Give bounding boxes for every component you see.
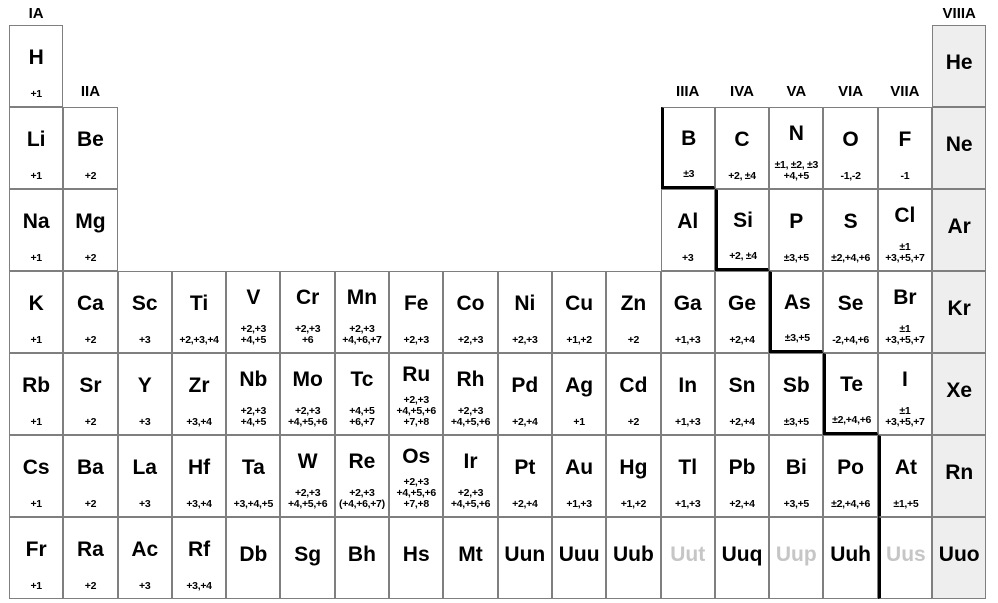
- element-cell-mn: [335, 271, 389, 353]
- oxidation-states: ±1 +3,+5,+7: [885, 323, 925, 346]
- element-cell-rn: [932, 435, 986, 517]
- element-symbol: Sn: [728, 373, 756, 397]
- element-symbol: Sc: [131, 291, 158, 315]
- element-symbol: Si: [733, 208, 753, 232]
- element-symbol: Uuo: [938, 543, 980, 566]
- element-cell-b: [661, 107, 715, 189]
- element-symbol: Xe: [946, 379, 973, 402]
- element-cell-mo: [280, 353, 334, 435]
- element-cell-br: [878, 271, 932, 353]
- oxidation-states: -1: [900, 170, 910, 182]
- group-label-viia: VIIA: [890, 83, 920, 100]
- element-symbol: Li: [26, 127, 46, 151]
- oxidation-states: ±3,+5: [784, 332, 810, 344]
- element-cell-pt: [498, 435, 552, 517]
- element-symbol: Br: [893, 286, 917, 309]
- oxidation-states: [607, 592, 659, 598]
- element-symbol: Rn: [945, 461, 974, 484]
- periodic-table: [9, 1, 998, 599]
- oxidation-states: +2: [84, 416, 97, 428]
- oxidation-states: +2,+4: [729, 498, 755, 510]
- element-cell-hs: [389, 517, 443, 599]
- oxidation-states: [227, 592, 279, 598]
- element-symbol: Cd: [619, 373, 648, 397]
- element-cell-h: [9, 25, 63, 107]
- element-cell-cu: [552, 271, 606, 353]
- group-label-va: VA: [786, 83, 807, 100]
- oxidation-states: +2: [627, 334, 640, 346]
- element-symbol: F: [898, 127, 912, 151]
- group-label-iva: IVA: [730, 83, 754, 100]
- element-cell-hf: [172, 435, 226, 517]
- oxidation-states: ±1 +3,+5,+7: [885, 405, 925, 428]
- element-symbol: Sg: [294, 543, 322, 566]
- element-symbol: Ca: [77, 291, 104, 315]
- oxidation-states: +3,+4: [186, 498, 212, 510]
- oxidation-states: ±3: [683, 168, 695, 180]
- oxidation-states: +2,+3 +4,+6,+7: [342, 323, 382, 346]
- element-symbol: W: [297, 450, 318, 473]
- oxidation-states: +2: [84, 580, 97, 592]
- element-cell-cs: [9, 435, 63, 517]
- element-symbol: Uup: [775, 543, 817, 566]
- element-symbol: Hg: [619, 455, 648, 479]
- element-symbol: P: [789, 209, 804, 233]
- element-symbol: Uuu: [558, 543, 600, 566]
- oxidation-states: +1: [30, 334, 42, 346]
- oxidation-states: [444, 592, 496, 598]
- element-cell-in: [661, 353, 715, 435]
- oxidation-states: ±1, ±2, ±3 +4,+5: [774, 159, 819, 182]
- element-cell-po: [823, 435, 877, 517]
- element-cell-bi: [769, 435, 823, 517]
- element-symbol: Ir: [463, 450, 478, 473]
- element-cell-ag: [552, 353, 606, 435]
- element-cell-ir: [443, 435, 497, 517]
- element-symbol: Kr: [947, 297, 971, 320]
- element-symbol: Ti: [189, 291, 209, 315]
- oxidation-states: +1: [30, 88, 42, 100]
- element-symbol: Mg: [75, 209, 106, 233]
- oxidation-states: ±3,+5: [783, 252, 809, 264]
- oxidation-states: +2,+3 +4,+5: [240, 405, 267, 428]
- element-cell-he: [932, 25, 986, 107]
- element-symbol: Ag: [565, 373, 594, 397]
- element-cell-zr: [172, 353, 226, 435]
- element-cell-uuq: [715, 517, 769, 599]
- element-symbol: Ga: [673, 291, 702, 315]
- element-cell-os: [389, 435, 443, 517]
- element-symbol: Al: [677, 209, 699, 233]
- element-cell-mg: [63, 189, 117, 271]
- oxidation-states: +2,+3 +4,+5,+6: [287, 405, 328, 428]
- oxidation-states: +2,+3: [457, 334, 484, 346]
- element-cell-uuo: [932, 517, 986, 599]
- oxidation-states: +2,+3: [403, 334, 429, 346]
- oxidation-states: +2, ±4: [729, 250, 757, 262]
- element-cell-tl: [661, 435, 715, 517]
- element-cell-f: [878, 107, 932, 189]
- element-symbol: Hf: [187, 455, 211, 479]
- oxidation-states: +3: [139, 334, 151, 346]
- element-cell-ar: [932, 189, 986, 271]
- oxidation-states: +3: [139, 580, 151, 592]
- oxidation-states: +2,+4: [512, 416, 538, 428]
- oxidation-states: +2,+3 (+4,+6,+7): [339, 487, 385, 510]
- element-symbol: Uut: [670, 543, 706, 566]
- oxidation-states: ±1 +3,+5,+7: [885, 241, 925, 264]
- oxidation-states: -2,+4,+6: [832, 334, 869, 346]
- element-cell-kr: [932, 271, 986, 353]
- element-symbol: Rh: [456, 368, 485, 391]
- element-cell-zn: [606, 271, 660, 353]
- element-cell-pb: [715, 435, 769, 517]
- element-cell-fe: [389, 271, 443, 353]
- element-cell-hg: [606, 435, 660, 517]
- oxidation-states: +3: [139, 416, 151, 428]
- element-symbol: La: [132, 455, 157, 479]
- oxidation-states: [390, 592, 442, 598]
- element-cell-ca: [63, 271, 117, 353]
- element-cell-sg: [280, 517, 334, 599]
- element-symbol: Be: [77, 127, 104, 151]
- element-cell-cd: [606, 353, 660, 435]
- element-cell-cl: [878, 189, 932, 271]
- element-cell-ba: [63, 435, 117, 517]
- oxidation-states: +1,+2: [620, 498, 647, 510]
- element-symbol: Ni: [514, 291, 536, 315]
- oxidation-states: ±2,+4,+6: [831, 252, 871, 264]
- element-cell-v: [226, 271, 280, 353]
- element-symbol: He: [945, 51, 973, 74]
- oxidation-states: [824, 592, 876, 598]
- element-symbol: Mt: [458, 543, 483, 566]
- element-symbol: Rf: [187, 537, 211, 561]
- element-cell-ta: [226, 435, 280, 517]
- oxidation-states: +2: [84, 334, 97, 346]
- oxidation-states: +2,+3 +4,+5: [240, 323, 267, 346]
- group-label-via: VIA: [838, 83, 864, 100]
- oxidation-states: +2,+4: [729, 416, 755, 428]
- element-symbol: Pd: [511, 373, 539, 397]
- element-symbol: Tl: [678, 455, 698, 479]
- oxidation-states: +2,+3: [512, 334, 538, 346]
- oxidation-states: +2,+3 +4,+5,+6: [450, 487, 491, 510]
- element-cell-s: [823, 189, 877, 271]
- element-cell-uub: [606, 517, 660, 599]
- oxidation-states: [933, 264, 985, 270]
- oxidation-states: +2,+4: [729, 334, 755, 346]
- element-cell-db: [226, 517, 280, 599]
- element-symbol: Mo: [292, 368, 323, 391]
- element-cell-na: [9, 189, 63, 271]
- element-cell-sc: [118, 271, 172, 353]
- element-symbol: Ar: [947, 215, 971, 238]
- oxidation-states: +2, ±4: [728, 170, 756, 182]
- element-cell-p: [769, 189, 823, 271]
- element-cell-mt: [443, 517, 497, 599]
- oxidation-states: +3: [139, 498, 151, 510]
- oxidation-states: [716, 592, 768, 598]
- element-cell-re: [335, 435, 389, 517]
- element-symbol: Ne: [945, 133, 973, 156]
- element-symbol: Ac: [131, 537, 159, 561]
- element-symbol: N: [788, 122, 804, 145]
- group-label-viiia: VIIIA: [942, 4, 976, 22]
- element-cell-uuu: [552, 517, 606, 599]
- oxidation-states: +2,+3 +4,+5,+6: [450, 405, 491, 428]
- element-symbol: Ru: [402, 362, 431, 386]
- oxidation-states: +2,+3 +4,+5,+6 +7,+8: [396, 394, 436, 428]
- oxidation-states: +1: [30, 416, 42, 428]
- element-symbol: H: [28, 45, 44, 69]
- oxidation-states: ±2,+4,+6: [831, 498, 871, 510]
- element-symbol: In: [678, 373, 698, 397]
- oxidation-states: +2,+4: [512, 498, 538, 510]
- oxidation-states: [499, 592, 551, 598]
- element-cell-uus: [878, 517, 932, 599]
- element-cell-ge: [715, 271, 769, 353]
- oxidation-states: +1: [573, 416, 585, 428]
- oxidation-states: [933, 100, 985, 106]
- oxidation-states: [881, 592, 931, 598]
- oxidation-states: +1,+2: [566, 334, 592, 346]
- element-symbol: Se: [837, 291, 864, 315]
- element-cell-co: [443, 271, 497, 353]
- element-cell-uup: [769, 517, 823, 599]
- element-symbol: Tc: [350, 368, 374, 391]
- oxidation-states: ±2,+4,+6: [832, 414, 872, 426]
- element-cell-te: [823, 353, 877, 435]
- element-symbol: Pt: [514, 455, 536, 479]
- oxidation-states: +3,+5: [783, 498, 809, 510]
- element-cell-at: [878, 435, 932, 517]
- element-cell-w: [280, 435, 334, 517]
- element-symbol: Fe: [403, 291, 429, 315]
- element-symbol: Zr: [188, 373, 210, 397]
- oxidation-states: +1,+3: [675, 416, 701, 428]
- element-cell-si: [715, 189, 769, 271]
- element-symbol: Re: [348, 450, 376, 473]
- element-cell-rb: [9, 353, 63, 435]
- oxidation-states: +3,+4: [186, 416, 212, 428]
- element-symbol: Nb: [239, 368, 268, 391]
- oxidation-states: +2,+3 +4,+5,+6 +7,+8: [396, 476, 436, 510]
- element-cell-be: [63, 107, 117, 189]
- element-cell-ru: [389, 353, 443, 435]
- oxidation-states: +2,+3,+4: [179, 334, 219, 346]
- oxidation-states: [336, 592, 388, 598]
- element-symbol: Uuh: [830, 543, 872, 566]
- element-symbol: Ta: [241, 455, 265, 479]
- element-symbol: Cl: [894, 204, 916, 227]
- oxidation-states: +1: [30, 170, 42, 182]
- element-symbol: Au: [565, 455, 594, 479]
- oxidation-states: +4,+5 +6,+7: [349, 405, 375, 428]
- element-cell-al: [661, 189, 715, 271]
- element-cell-nb: [226, 353, 280, 435]
- group-label-iia: IIA: [80, 83, 101, 100]
- element-symbol: S: [843, 209, 858, 233]
- oxidation-states: +2: [84, 252, 97, 264]
- element-symbol: Mn: [346, 286, 378, 309]
- element-symbol: Sr: [79, 373, 102, 397]
- element-symbol: Ba: [77, 455, 104, 479]
- element-symbol: Uus: [886, 543, 926, 566]
- group-label-ia: IA: [28, 4, 44, 22]
- group-label-iiia: IIIA: [676, 83, 700, 100]
- oxidation-states: +3: [682, 252, 694, 264]
- element-cell-ac: [118, 517, 172, 599]
- element-cell-as: [769, 271, 823, 353]
- element-cell-cr: [280, 271, 334, 353]
- element-cell-sb: [769, 353, 823, 435]
- element-symbol: As: [783, 290, 811, 314]
- oxidation-states: +2: [627, 416, 640, 428]
- element-cell-i: [878, 353, 932, 435]
- oxidation-states: +3,+4: [186, 580, 212, 592]
- element-symbol: At: [894, 455, 917, 479]
- element-cell-xe: [932, 353, 986, 435]
- element-cell-ne: [932, 107, 986, 189]
- oxidation-states: +1,+3: [675, 334, 701, 346]
- element-cell-sn: [715, 353, 769, 435]
- element-symbol: Y: [137, 373, 152, 397]
- oxidation-states: +1: [30, 252, 42, 264]
- oxidation-states: +1,+3: [675, 498, 701, 510]
- oxidation-states: [933, 346, 985, 352]
- element-symbol: Co: [456, 291, 485, 315]
- oxidation-states: [281, 592, 333, 598]
- oxidation-states: +1,+3: [566, 498, 592, 510]
- element-cell-se: [823, 271, 877, 353]
- oxidation-states: +2: [84, 170, 97, 182]
- oxidation-states: [770, 592, 822, 598]
- element-symbol: Zn: [620, 291, 647, 315]
- element-cell-tc: [335, 353, 389, 435]
- element-cell-k: [9, 271, 63, 353]
- element-cell-sr: [63, 353, 117, 435]
- element-symbol: K: [28, 291, 44, 315]
- element-symbol: Po: [837, 455, 865, 479]
- element-cell-uut: [661, 517, 715, 599]
- element-symbol: Hs: [402, 543, 430, 566]
- element-cell-n: [769, 107, 823, 189]
- element-symbol: I: [901, 368, 908, 391]
- oxidation-states: -1,-2: [840, 170, 861, 182]
- oxidation-states: +1: [30, 580, 42, 592]
- element-symbol: Cu: [565, 291, 594, 315]
- element-cell-li: [9, 107, 63, 189]
- oxidation-states: ±1,+5: [893, 498, 919, 510]
- element-cell-rf: [172, 517, 226, 599]
- oxidation-states: +2,+3 +6: [294, 323, 321, 346]
- oxidation-states: +2: [84, 498, 97, 510]
- oxidation-states: [933, 592, 985, 598]
- oxidation-states: [933, 182, 985, 188]
- element-cell-bh: [335, 517, 389, 599]
- oxidation-states: ±3,+5: [783, 416, 809, 428]
- element-symbol: Ge: [728, 291, 757, 315]
- element-symbol: Db: [239, 543, 268, 566]
- element-cell-rh: [443, 353, 497, 435]
- element-cell-la: [118, 435, 172, 517]
- element-symbol: B: [681, 126, 697, 150]
- oxidation-states: [662, 592, 714, 598]
- oxidation-states: [933, 428, 985, 434]
- oxidation-states: [553, 592, 605, 598]
- element-cell-au: [552, 435, 606, 517]
- element-symbol: Te: [840, 372, 864, 396]
- element-cell-y: [118, 353, 172, 435]
- element-cell-ni: [498, 271, 552, 353]
- element-symbol: O: [842, 127, 859, 151]
- element-symbol: Na: [22, 209, 50, 233]
- element-cell-pd: [498, 353, 552, 435]
- element-symbol: V: [246, 286, 261, 309]
- element-symbol: Rb: [22, 373, 51, 397]
- element-symbol: Uuq: [721, 543, 763, 566]
- element-symbol: Fr: [25, 537, 47, 561]
- oxidation-states: [933, 510, 985, 516]
- element-symbol: Bh: [347, 543, 376, 566]
- element-symbol: C: [734, 127, 750, 151]
- element-cell-ra: [63, 517, 117, 599]
- element-symbol: Cr: [295, 286, 320, 309]
- element-symbol: Cs: [22, 455, 50, 479]
- element-symbol: Uun: [504, 543, 546, 566]
- element-cell-o: [823, 107, 877, 189]
- element-cell-ga: [661, 271, 715, 353]
- element-symbol: Bi: [785, 455, 807, 479]
- element-cell-ti: [172, 271, 226, 353]
- element-cell-uun: [498, 517, 552, 599]
- element-symbol: Os: [402, 444, 431, 468]
- oxidation-states: +1: [30, 498, 42, 510]
- oxidation-states: +3,+4,+5: [233, 498, 274, 510]
- element-symbol: Pb: [728, 455, 756, 479]
- element-symbol: Ra: [77, 537, 104, 561]
- element-cell-c: [715, 107, 769, 189]
- element-symbol: Sb: [782, 373, 810, 397]
- element-cell-fr: [9, 517, 63, 599]
- element-symbol: Uub: [613, 543, 654, 566]
- element-cell-uuh: [823, 517, 877, 599]
- oxidation-states: +2,+3 +4,+5,+6: [287, 487, 328, 510]
